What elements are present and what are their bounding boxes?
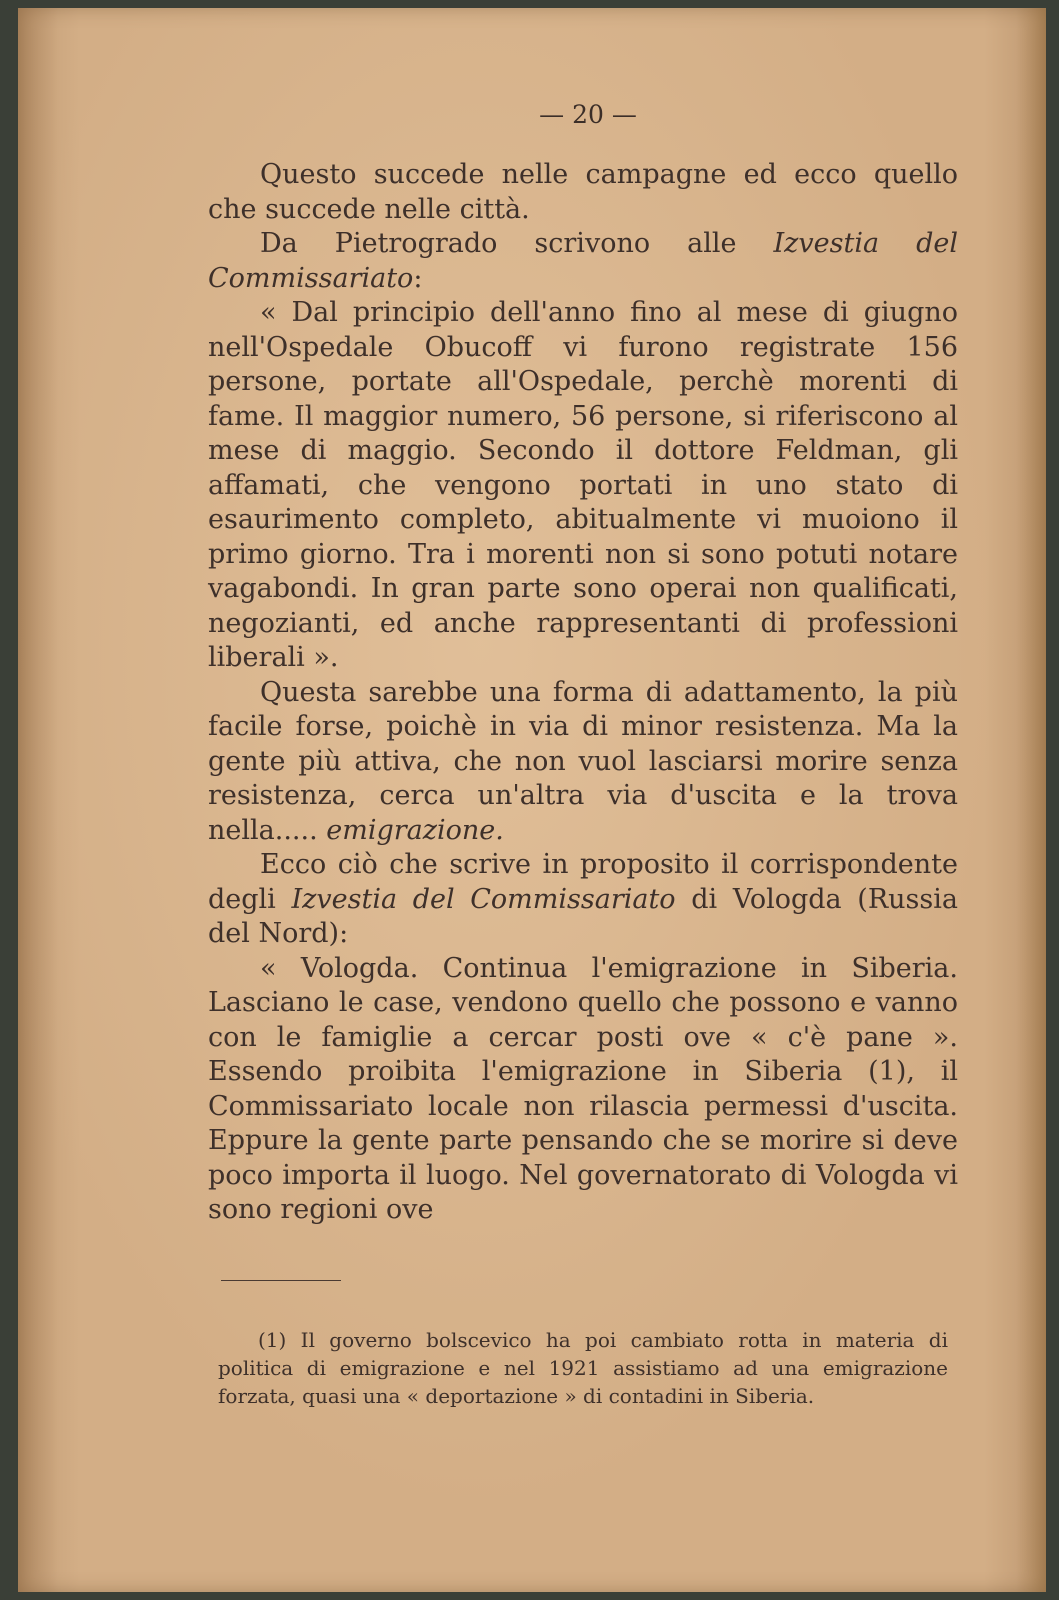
paragraph-4 bbox=[208, 676, 958, 849]
quote-petrograd: « Dal principio dell'anno fino al mese di giugno nell'Ospedale Obucoff vi furono registrate 156 persone, portate all'Ospedale, perchè morenti di fame. Il maggior numero, 56 persone, si riferiscono al mese di maggio. Secondo il dottore Feldman, gli affamati, che vengono portati in uno stato di esaurimento completo, abitualmente vi muoiono il primo giorno. Tra i morenti non si sono potuti notare vagabondi. In gran parte sono operai non qualificati, negozianti, ed anche rappresentanti di professioni liberali ». bbox=[208, 297, 958, 673]
paragraph-5 bbox=[208, 848, 958, 952]
emigrazione-emphasis: emigrazione. bbox=[326, 814, 504, 846]
quote-vologda: « Vologda. Continua l'emigrazione in Siberia. Lasciano le case, vendono quello che possono e vanno con le famiglie a cercar posti ove « c'è pane ». Essendo proibita l'emigrazione in Siberia (1), il Commissariato locale non rilascia permessi d'uscita. Eppure la gente parte pensando che se morire si deve poco importa il luogo. Nel governatorato di Vologda vi sono regioni ove bbox=[208, 952, 958, 1225]
paragraph-2 bbox=[208, 227, 958, 296]
footnote-separator bbox=[221, 1280, 341, 1281]
footnote-text: (1) Il governo bolscevico ha poi cambiato rotta in materia di politica di emigrazione e nel 1921 assistiamo ad una emigrazione forzata, quasi una « deportazione » di contadini in Siberia. bbox=[218, 1328, 948, 1408]
book-page bbox=[18, 8, 1046, 1592]
paragraph-5-text: Ecco ciò che scrive in proposito il corrispondente degli bbox=[208, 849, 958, 915]
footnote bbox=[218, 1326, 948, 1410]
page-number: — 20 — bbox=[539, 100, 637, 129]
paragraph-2-text: Da Pietrogrado scrivono alle bbox=[260, 228, 774, 259]
newspaper-title: Izvestia del Commissariato bbox=[208, 228, 959, 294]
page-left-shadow bbox=[18, 8, 58, 1592]
paragraph-5-end: di Vologda (Russia del Nord): bbox=[208, 883, 958, 949]
page-right-edge bbox=[1016, 8, 1046, 1592]
newspaper-title-2: Izvestia del Commissariato bbox=[291, 883, 676, 915]
paragraph-2-colon: : bbox=[413, 262, 423, 294]
body-text bbox=[208, 158, 958, 1228]
paragraph-1: Questo succede nelle campagne ed ecco quello che succede nelle città. bbox=[208, 159, 958, 225]
paragraph-4-text: Questa sarebbe una forma di adattamento, la più facile forse, poichè in via di minor resistenza. Ma la gente più attiva, che non vuol lasciarsi morire senza resistenza, cerca un'altra via d'uscita e la trova nella..... bbox=[208, 676, 958, 846]
